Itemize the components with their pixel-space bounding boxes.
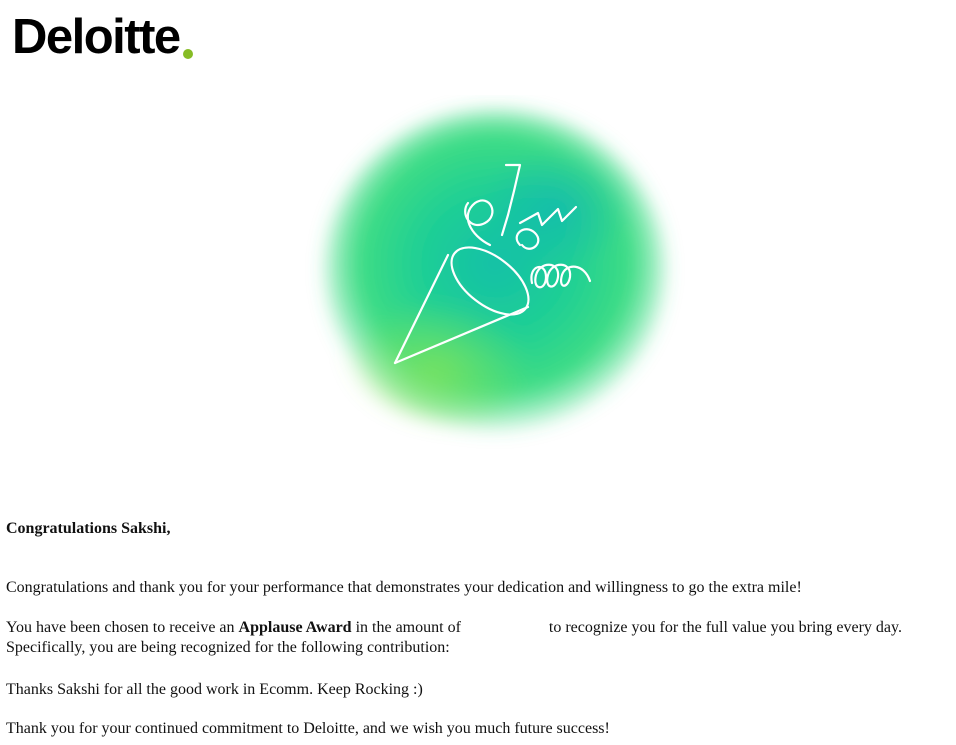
logo-green-dot	[183, 49, 193, 59]
message-paragraph-contribution: Thanks Sakshi for all the good work in Ecomm. Keep Rocking :)	[6, 681, 423, 698]
award-text-part3: to recognize you for the full value you bring every day.	[544, 619, 902, 636]
message-paragraph-closing: Thank you for your continued commitment to Deloitte, and we wish you much future success!	[6, 720, 610, 737]
redacted-amount	[465, 621, 545, 635]
award-text-part2: in the amount of	[351, 619, 465, 636]
greeting: Congratulations Sakshi,	[6, 520, 171, 537]
celebration-badge	[300, 95, 690, 455]
deloitte-logo	[12, 0, 193, 62]
message-paragraph-award	[6, 618, 902, 658]
logo-wordmark: Deloitte	[12, 10, 180, 64]
award-text-line2: Specifically, you are being recognized for the following contribution:	[6, 639, 450, 656]
award-text-part1: You have been chosen to receive an	[6, 619, 239, 636]
award-name: Applause Award	[238, 619, 352, 636]
gradient-blob	[325, 110, 665, 430]
message-paragraph-intro: Congratulations and thank you for your performance that demonstrates your dedication and willingness to go the extra mile!	[6, 579, 802, 596]
award-hero-graphic	[300, 95, 690, 455]
